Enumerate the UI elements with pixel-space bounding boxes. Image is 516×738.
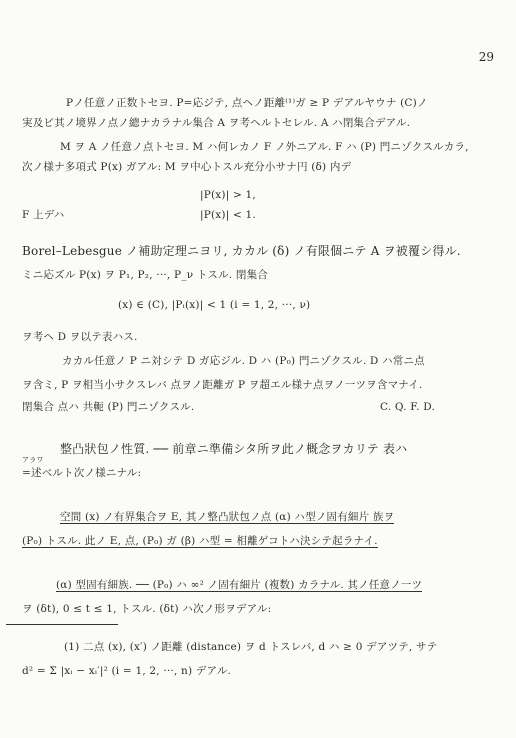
text-line: 実及ビ其ノ境界ノ点ノ總ナカラナル集合 A ヲ考ヘルトセレル. A ハ閉集合デアル. xyxy=(22,117,411,129)
text-line: =述ベルト次ノ様ニナル: xyxy=(22,467,142,479)
text-line: Borel–Lebesgue ノ補助定理ニヨリ, カカル (δ) ノ有限個ニテ A ヲ被覆シ得ル. xyxy=(22,244,461,258)
text-line: F 上デハ xyxy=(22,209,65,221)
ruby-annotation: アラワ xyxy=(22,456,44,464)
text-line: 閉集合 点ハ 共軛 (P) 門ニゾクスル. xyxy=(22,401,195,413)
theorem-text: 空間 (x) ノ有界集合ヲ E, 其ノ整凸狀包ノ点 (α) ハ型ノ固有細片 族ヲ xyxy=(60,511,395,523)
text-line: カカル任意ノ P ニ対シテ D ガ応ジル. D ハ (P₀) 門ニゾクスル. D ハ常ニ点 xyxy=(62,355,425,367)
text-line: 次ノ様ナ多項式 P(x) ガアル: M ヲ中心トスル充分小サナ円 (δ) 内デ xyxy=(22,161,352,173)
text-line: Pノ任意ノ正数トセヨ. P=応ジテ, 点ヘノ距離⁽¹⁾ガ ≥ P デアルヤウナ (C)ノ xyxy=(66,97,428,109)
theorem-line xyxy=(22,534,498,548)
section-heading: 整凸狀包ノ性質. ── 前章ニ準備シタ所ヲ此ノ概念ヲカリテ 表ハ xyxy=(60,442,408,456)
theorem-line xyxy=(60,510,498,524)
qed: C. Q. F. D. xyxy=(380,401,436,413)
formula: |P(x)| < 1. xyxy=(200,209,256,221)
page-number: 29 xyxy=(478,50,494,64)
text-line xyxy=(56,578,498,592)
formula: (x) ∈ (C), |Pᵢ(x)| < 1 (i = 1, 2, ···, ν) xyxy=(118,299,311,311)
theorem-text: (P₀) トスル. 此ノ E, 点, (P₀) ガ (β) ハ型 = 相離ゲコトハ決シテ起ラナイ. xyxy=(22,535,378,547)
subsection-heading: (α) 型固有細族. ── (P₀) ハ ∞² ノ固有細片 (複数) カラナル. 其ノ任意ノ一ツ xyxy=(56,579,423,591)
text-line: ヲ含ミ, P ヲ相当小サクスレバ 点ヲノ距離ガ P ヲ超エル様ナ点ヲノ一ツヲ含マナイ. xyxy=(22,379,423,391)
footnote: d² = Σ |xᵢ − xᵢ′|² (i = 1, 2, ···, n) デアル. xyxy=(22,665,232,677)
formula: |P(x)| > 1, xyxy=(200,189,256,201)
text-line: ヲ (δt), 0 ≤ t ≤ 1, トスル. (δt) ハ次ノ形ヲデアル: xyxy=(22,603,272,615)
text-line: ヲ考ヘ D ヲ以テ表ハス. xyxy=(22,331,138,343)
footnote: (1) 二点 (x), (x′) ノ距離 (distance) ヲ d トスレバ, d ハ ≥ 0 デアツテ, サテ xyxy=(64,641,438,653)
divider xyxy=(6,624,118,625)
text-line: M ヲ A ノ任意ノ点トセヨ. M ハ何レカノ F ノ外ニアル. F ハ (P) 門ニゾクスルカラ, xyxy=(60,141,469,153)
text-line: ミニ応ズル P(x) ヲ P₁, P₂, ···, P_ν トスル. 閉集合 xyxy=(22,269,268,281)
